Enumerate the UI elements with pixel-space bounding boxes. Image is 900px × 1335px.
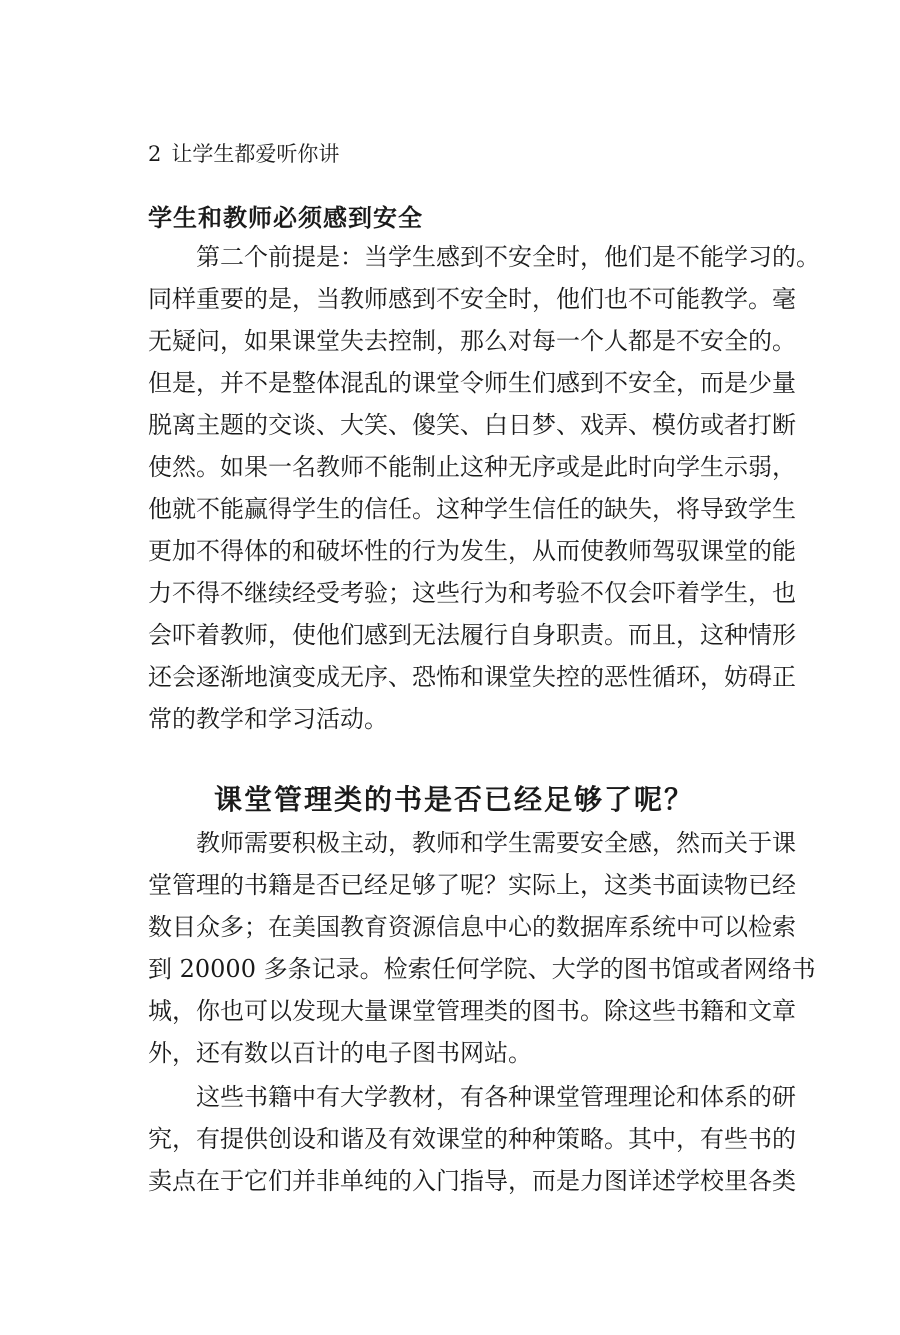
paragraph-safety bbox=[148, 236, 820, 740]
paragraph-books-enough bbox=[148, 822, 816, 1074]
book-title: 让学生都爱听你讲 bbox=[171, 142, 340, 166]
paragraph-line: 究，有提供创设和谐及有效课堂的种种策略。其中，有些书的 bbox=[148, 1125, 796, 1153]
paragraph-line: 城，你也可以发现大量课堂管理类的图书。除这些书籍和文章 bbox=[148, 997, 796, 1025]
paragraph-line: 还会逐渐地演变成无序、恐怖和课堂失控的恶性循环，妨碍正 bbox=[148, 663, 796, 691]
chapter-section-title: 课堂管理类的书是否已经足够了呢？ bbox=[213, 783, 694, 816]
paragraph-line: 卖点在于它们并非单纯的入门指导，而是力图详述学校里各类 bbox=[148, 1167, 796, 1195]
paragraph-line: 脱离主题的交谈、大笑、傻笑、白日梦、戏弄、模仿或者打断 bbox=[148, 411, 796, 439]
running-header bbox=[148, 140, 339, 168]
paragraph-line: 他就不能赢得学生的信任。这种学生信任的缺失，将导致学生 bbox=[148, 495, 796, 523]
paragraph-line: 使然。如果一名教师不能制止这种无序或是此时向学生示弱， bbox=[148, 453, 796, 481]
paragraph-line: 第二个前提是：当学生感到不安全时，他们是不能学习的。 bbox=[196, 243, 820, 271]
paragraph-line: 数目众多；在美国教育资源信息中心的数据库系统中可以检索 bbox=[148, 913, 796, 941]
paragraph-line: 更加不得体的和破坏性的行为发生，从而使教师驾驭课堂的能 bbox=[148, 537, 796, 565]
section-heading: 学生和教师必须感到安全 bbox=[148, 204, 423, 232]
paragraph-line: 教师需要积极主动，教师和学生需要安全感，然而关于课 bbox=[196, 829, 796, 857]
paragraph-line: 同样重要的是，当教师感到不安全时，他们也不可能教学。毫 bbox=[148, 285, 796, 313]
paragraph-line: 这些书籍中有大学教材，有各种课堂管理理论和体系的研 bbox=[196, 1083, 796, 1111]
paragraph-line: 力不得不继续经受考验；这些行为和考验不仅会吓着学生，也 bbox=[148, 579, 796, 607]
paragraph-line: 会吓着教师，使他们感到无法履行自身职责。而且，这种情形 bbox=[148, 621, 796, 649]
paragraph-line: 但是，并不是整体混乱的课堂令师生们感到不安全，而是少量 bbox=[148, 369, 796, 397]
paragraph-line: 外，还有数以百计的电子图书网站。 bbox=[148, 1039, 532, 1067]
page-number: 2 bbox=[148, 142, 162, 166]
paragraph-line: 常的教学和学习活动。 bbox=[148, 705, 388, 733]
paragraph-book-types bbox=[148, 1076, 796, 1202]
paragraph-line: 堂管理的书籍是否已经足够了呢？实际上，这类书面读物已经 bbox=[148, 871, 796, 899]
paragraph-line: 无疑问，如果课堂失去控制，那么对每一个人都是不安全的。 bbox=[148, 327, 796, 355]
paragraph-line: 到 20000 多条记录。检索任何学院、大学的图书馆或者网络书 bbox=[148, 955, 816, 983]
